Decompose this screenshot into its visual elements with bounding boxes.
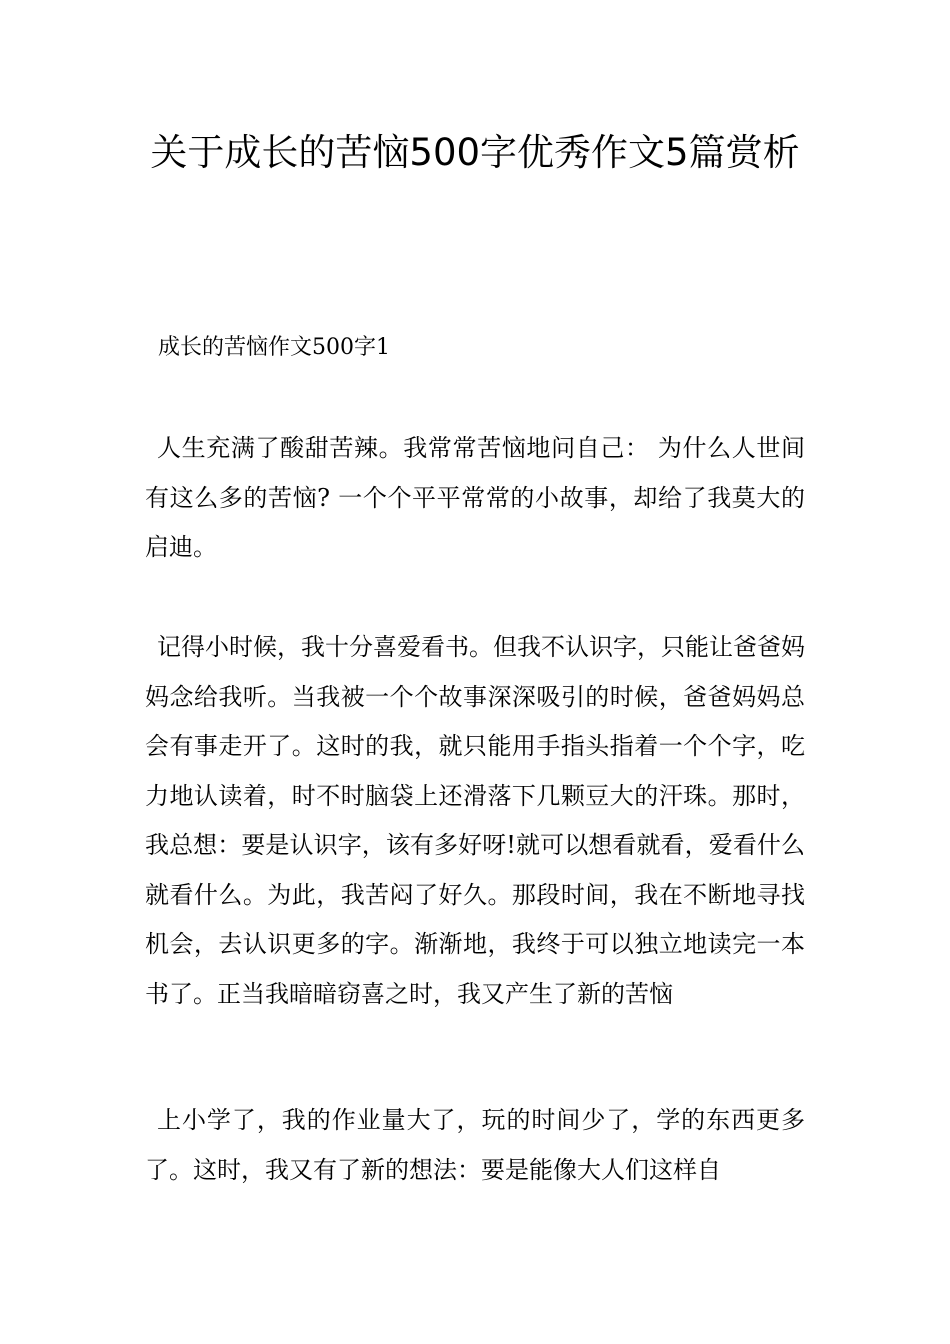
body-paragraph: 人生充满了酸甜苦辣。我常常苦恼地问自己： 为什么人世间有这么多的苦恼? 一个个平平常常的小故事，却给了我莫大的启迪。: [145, 434, 805, 561]
body-paragraph: 记得小时候，我十分喜爱看书。但我不认识字，只能让爸爸妈妈念给我听。当我被一个个故事深深吸引的时候，爸爸妈妈总会有事走开了。这时的我，就只能用手指头指着一个个字，吃力地认读着，时不时脑袋上还滑落下几颗豆大的汗珠。那时，我总想：要是认识字，该有多好呀!就可以想看就看，爱看什么就看什么。为此，我苦闷了好久。那段时间，我在不断地寻找机会，去认识更多的字。渐渐地，我终于可以独立地读完一本书了。正当我暗暗窃喜之时，我又产生了新的苦恼: [145, 633, 805, 1008]
body-paragraph: 上小学了，我的作业量大了，玩的时间少了，学的东西更多了。这时，我又有了新的想法：要是能像大人们这样自: [145, 1106, 805, 1184]
section-heading: 成长的苦恼作文500字1: [158, 335, 390, 360]
document-title: 关于成长的苦恼500字优秀作文5篇赏析: [150, 131, 800, 174]
